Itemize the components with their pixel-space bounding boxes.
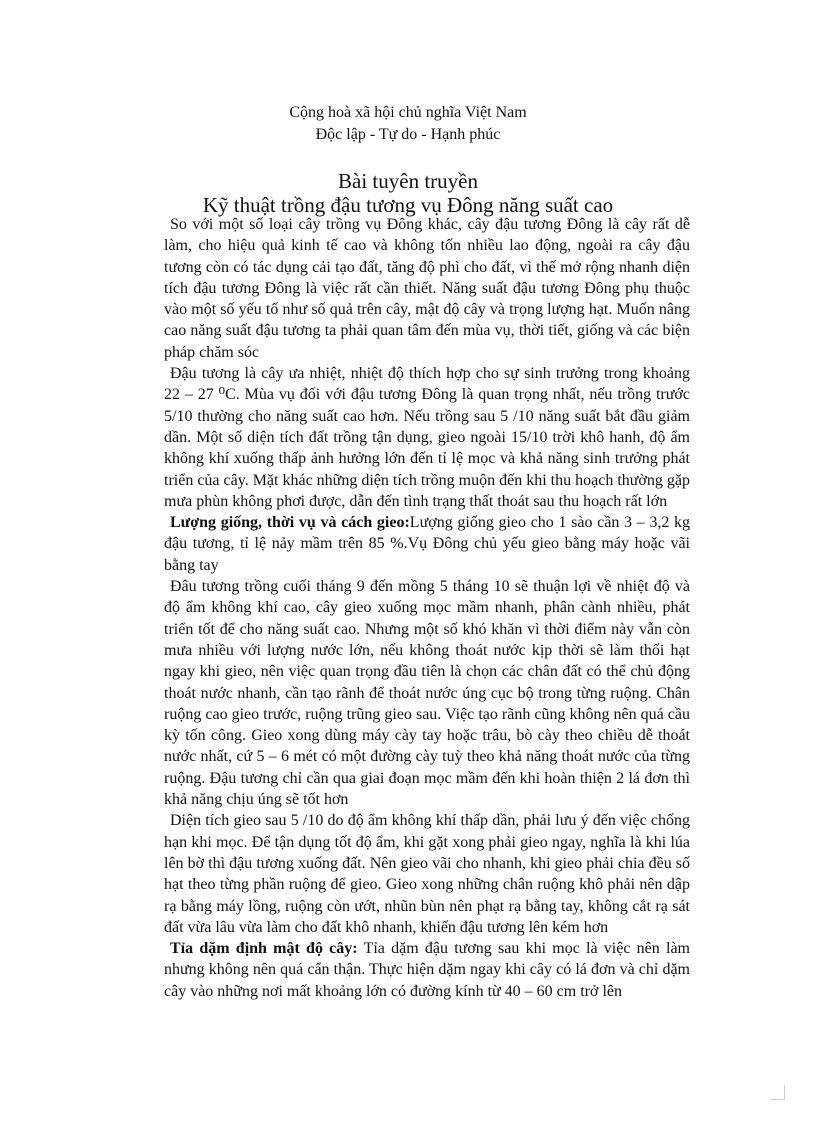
paragraph-lead: Tỉa dặm định mật độ cây: [170, 940, 358, 958]
paragraph-text: Tỉa dặm đậu tương sau khi mọc là việc nên làm nhưng không nên quá cẩn thận. Thực hiện dặm ngay khi cây có lá đơn và chỉ dặm cây vào những nơi mất khoảng lớn có đường kính từ 40 – 60 cm trở lên [164, 940, 691, 1000]
national-motto: Cộng hoà xã hội chủ nghĩa Việt Nam [289, 104, 527, 121]
paragraph-text: Đâu tương trồng cuối tháng 9 đến mồng 5 tháng 10 sẽ thuận lợi về nhiệt độ và độ ẩm không khí cao, cây gieo xuống mọc mầm nhanh, phân cành nhiều, phát triển tốt để cho năng suất cao. Nhưng một số khó khăn vì thời điểm này vẫn còn mưa nhiều với lượng nước lớn, nếu không thoát nước kịp thời sẽ làm thối hạt ngay khi gieo, nên việc quan trọng đầu tiên là chọn các chân đất có thể chủ động thoát nước nhanh, cần tạo rãnh để thoát nước úng cục bộ trong từng ruộng. Chân ruộng cao gieo trước, ruộng trũng gieo sau. Việc tạo rãnh cũng không nên quá cầu kỳ tốn công. Gieo xong dùng máy cày tay hoặc trâu, bò cày theo chiều dễ thoát nước nhất, cứ 5 – 6 mét có một đường cày tuỳ theo khả năng thoát nước của từng ruộng. Đậu tương chỉ cần qua giai đoạn mọc mầm đến khi hoàn thiện 2 lá đơn thì khả năng chịu úng sẽ tốt hơn [164, 578, 690, 809]
paragraph [164, 938, 690, 1002]
paragraph-text: Đậu tương là cây ưa nhiệt, nhiệt độ thích hợp cho sự sinh trưởng trong khoảng 22 – 27 ⁰C. Mùa vụ đối với đậu tương Đông là quan trọng nhất, nếu trồng trước 5/10 thường cho năng suất cao hơn. Nếu trồng sau 5 /10 năng suất bắt đầu giảm dần. Một số diện tích đất trồng tận dụng, gieo ngoài 15/10 trời khô hanh, độ ẩm không khí xuống thấp ảnh hưởng lớn đến tỉ lệ mọc và khả năng sinh trưởng phát triển của cây. Mặt khác những diện tích trồng muộn đến khi thu hoạch thường gặp mưa phùn không phơi được, dẫn đến tình trạng thất thoát sau thu hoạch rất lớn [164, 365, 690, 510]
paragraph-text: So với một số loại cây trồng vụ Đông khác, cây đậu tương Đông là cây rất dễ làm, cho hiệu quả kinh tế cao và không tốn nhiều lao động, ngoài ra cây đậu tương còn có tác dụng cải tạo đất, tăng độ phì cho đất, vì thế mở rộng nhanh diện tích đậu tương Đông là việc rất cần thiết. Năng suất đậu tương Đông phụ thuộc vào một số yếu tố như số quả trên cây, mật độ cây và trọng lượng hạt. Muốn nâng cao năng suất đậu tương ta phải quan tâm đến mùa vụ, thời tiết, giống và các biện pháp chăm sóc [164, 216, 690, 361]
paragraph [164, 576, 690, 810]
paragraph-lead: Lượng giống, thời vụ và cách gieo: [170, 514, 410, 532]
paragraph-text: Lượng giống gieo cho 1 sào cần 3 – 3,2 kg đậu tương, tỉ lệ nảy mầm trên 85 %.Vụ Đông chủ yếu gieo bằng máy hoặc vãi bằng tay [164, 514, 691, 574]
page-corner-mark [770, 1085, 785, 1100]
document-body [164, 214, 690, 1002]
document-subtitle: Kỹ thuật trồng đậu tương vụ Đông năng suất cao [202, 193, 614, 217]
paragraph [164, 512, 690, 576]
paragraph-text: Diện tích gieo sau 5 /10 do độ ẩm không khí thấp dần, phải lưu ý đến việc chống hạn khi mọc. Để tận dụng tốt độ ẩm, khi gặt xong phải gieo ngay, nghĩa là khi lúa lên bờ thì đậu tương xuống đất. Nên gieo vãi cho nhanh, khi gieo phải chia đều số hạt theo từng phần ruộng để gieo. Gieo xong những chân ruộng khô phải nên dập rạ bằng máy lồng, ruộng còn ướt, nhũn bùn nên phạt rạ bằng tay, không cắt rạ sát đất vừa lâu vừa làm cho đất khô nhanh, khiến đậu tương lên kém hơn [164, 812, 690, 936]
paragraph [164, 363, 690, 512]
document-title: Bài tuyên truyền [338, 169, 478, 193]
paragraph [164, 214, 690, 363]
paragraph [164, 810, 690, 938]
national-slogan: Độc lập - Tự do - Hạnh phúc [315, 126, 501, 143]
